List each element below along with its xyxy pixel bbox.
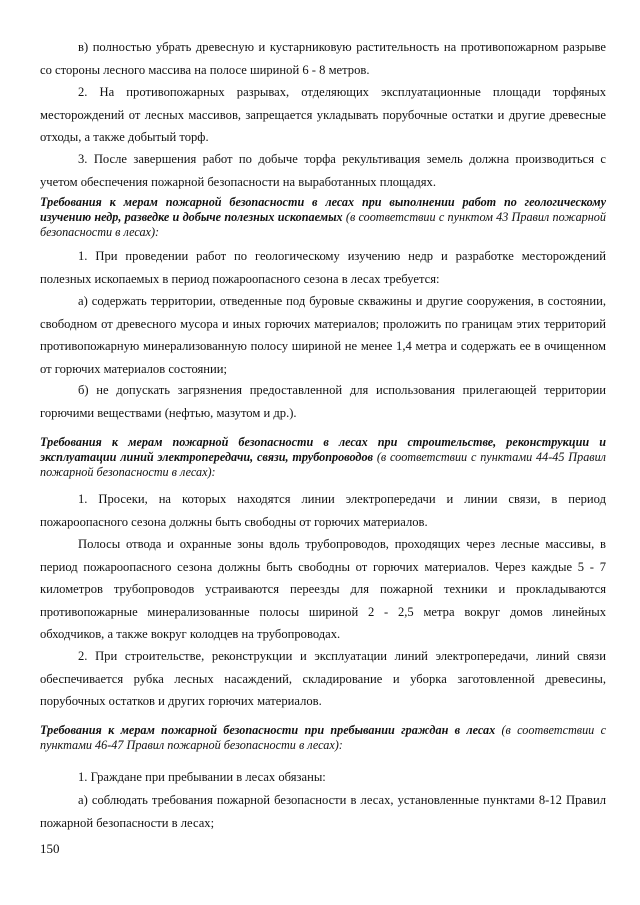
heading-citizens-title: Требования к мерам пожарной безопасности при пребывании граждан в лесах (40, 723, 496, 737)
heading-citizens (40, 723, 606, 753)
heading-power-lines (40, 435, 606, 480)
paragraph-citizens-obligations: 1. Граждане при пребывании в лесах обязаны: (78, 770, 326, 784)
paragraph-vegetation-removal: в) полностью убрать древесную и кустарниковую растительность на противопожарном разрыве со стороны лесного массива на полосе шириной 6 - 8 метров. (40, 40, 606, 77)
heading-power-lines-title: Требования к мерам пожарной безопасности в лесах при строительстве, реконструкции и эксплуатации линий электропередачи, связи, трубопроводов (40, 435, 606, 464)
paragraph-citizens-rules: а) соблюдать требования пожарной безопасности в лесах, установленные пунктами 8-12 Правил пожарной безопасности в лесах; (40, 793, 606, 830)
paragraph-construction: 2. При строительстве, реконструкции и эксплуатации линий электропередачи, линий связи обеспечивается рубка лесных насаждений, складирование и уборка заготовленной древесины, порубочных остатков и других горючих материалов. (40, 649, 606, 708)
heading-geology-title: Требования к мерам пожарной безопасности в лесах при выполнении работ по геологическому изучению недр, разведке и добыче полезных ископаемых (40, 195, 606, 224)
heading-geology (40, 195, 606, 240)
paragraph-geology-works: 1. При проведении работ по геологическому изучению недр и разработке месторождений полезных ископаемых в период пожароопасного сезона в лесах требуется: (40, 249, 606, 286)
paragraph-pipelines: Полосы отвода и охранные зоны вдоль трубопроводов, проходящих через лесные массивы, в период пожароопасного сезона должны быть свободны от горючих материалов. Через каждые 5 - 7 километров трубопроводов устраиваются переезды для пожарной техники и прокладываются противопожарные минерализованные полосы шириной 2 - 2,5 метра вокруг домов линейных обходчиков, а также вокруг колодцев на трубопроводах. (40, 537, 606, 641)
heading-geology-ref: (в соответствии с пунктом 43 Правил пожарной безопасности в лесах): (40, 210, 606, 239)
paragraph-contamination: б) не допускать загрязнения предоставленной для использования прилегающей территории горючими веществами (нефтью, мазутом и др.). (40, 383, 606, 420)
paragraph-clearings: 1. Просеки, на которых находятся линии электропередачи и линии связи, в период пожароопасного сезона должны быть свободны от горючих материалов. (40, 492, 606, 529)
heading-power-lines-ref: (в соответствии с пунктами 44-45 Правил пожарной безопасности в лесах): (40, 450, 606, 479)
paragraph-drilling-sites: а) содержать территории, отведенные под буровые скважины и другие сооружения, в состоянии, свободном от древесного мусора и иных горючих материалов; проложить по границам этих территорий противопожарную минерализованную полосу шириной не менее 1,4 метра и содержать ее в очищенном от горючих материалов состоянии; (40, 294, 606, 376)
paragraph-peat-firebreaks: 2. На противопожарных разрывах, отделяющих эксплуатационные площади торфяных месторождений от лесных массивов, запрещается укладывать порубочные остатки и другие древесные отходы, а также добытый торф. (40, 85, 606, 144)
page-number: 150 (40, 841, 60, 856)
heading-citizens-ref: (в соответствии с пунктами 46-47 Правил пожарной безопасности в лесах): (40, 723, 606, 752)
paragraph-land-recultivation: 3. После завершения работ по добыче торфа рекультивация земель должна производиться с учетом обеспечения пожарной безопасности на выработанных площадях. (40, 152, 606, 189)
